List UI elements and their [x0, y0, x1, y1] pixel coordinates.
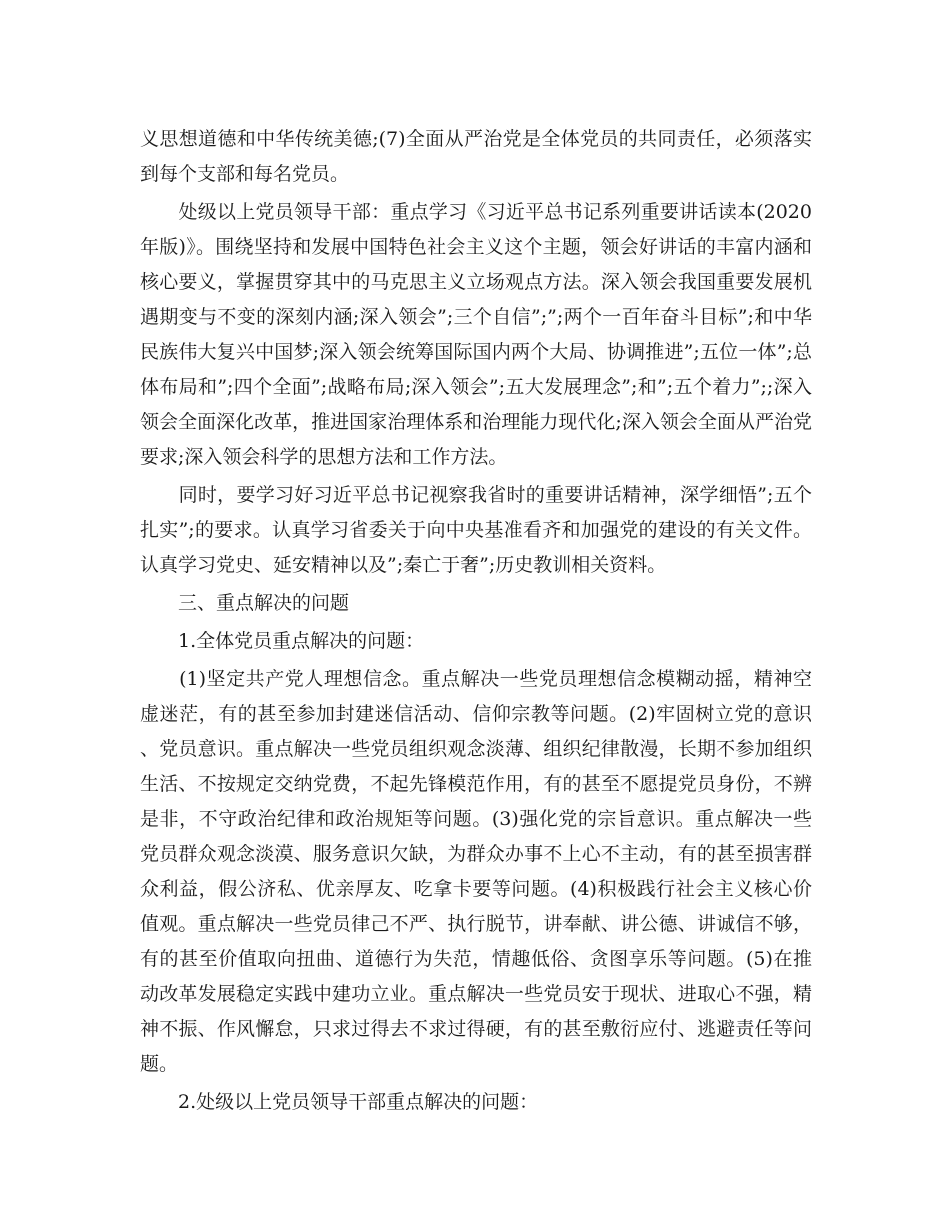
paragraph-all-members-problems: (1)坚定共产党人理想信念。重点解决一些党员理想信念模糊动摇，精神空虚迷茫，有的甚至参加封建迷信活动、信仰宗教等问题。(2)牢固树立党的意识、党员意识。重点解决一些党员组织观念淡薄、组织纪律散漫，长期不参加组织生活、不按规定交纳党费，不起先锋模范作用，有的甚至不愿提党员身份，不辨是非，不守政治纪律和政治规矩等问题。(3)强化党的宗旨意识。重点解决一些党员群众观念淡漠、服务意识欠缺，为群众办事不上心不主动，有的甚至损害群众利益，假公济私、优亲厚友、吃拿卡要等问题。(4)积极践行社会主义核心价值观。重点解决一些党员律己不严、执行脱节，讲奉献、讲公德、讲诚信不够，有的甚至价值取向扭曲、道德行为失范，情趣低俗、贪图享乐等问题。(5)在推动改革发展稳定实践中建功立业。重点解决一些党员安于现状、进取心不强，精神不振、作风懈怠，只求过得去不求过得硬，有的甚至敷衍应付、逃避责任等问题。: [140, 668, 812, 1075]
paragraph-leaders-study: 处级以上党员领导干部：重点学习《习近平总书记系列重要讲话读本(2020年版)》。围绕坚持和发展中国特色社会主义这个主题，领会好讲话的丰富内涵和核心要义，掌握贯穿其中的马克思主义立场观点方法。深入领会我国重要发展机遇期变与不变的深刻内涵;深入领会”;三个自信”;”;两个一百年奋斗目标”;和中华民族伟大复兴中国梦;深入领会统筹国际国内两个大局、协调推进”;五位一体”;总体布局和”;四个全面”;战略布局;深入领会”;五大发展理念”;和”;五个着力”;;深入领会全面深化改革，推进国家治理体系和治理能力现代化;深入领会全面从严治党要求;深入领会科学的思想方法和工作方法。: [140, 201, 812, 468]
paragraph-provincial-study: 同时，要学习好习近平总书记视察我省时的重要讲话精神，深学细悟”;五个扎实”;的要求。认真学习省委关于向中央基准看齐和加强党的建设的有关文件。认真学习党史、延安精神以及”;秦亡于奢”;历史教训相关资料。: [140, 484, 812, 576]
subheading-leaders: 2.处级以上党员领导干部重点解决的问题：: [140, 1091, 539, 1113]
document-body: [140, 122, 812, 1120]
section-heading-key-problems: 三、重点解决的问题: [140, 592, 350, 614]
subheading-all-members: 1.全体党员重点解决的问题：: [140, 630, 425, 652]
paragraph-continuation: 义思想道德和中华传统美德;(7)全面从严治党是全体党员的共同责任，必须落实到每个支部和每名党员。: [140, 128, 812, 185]
